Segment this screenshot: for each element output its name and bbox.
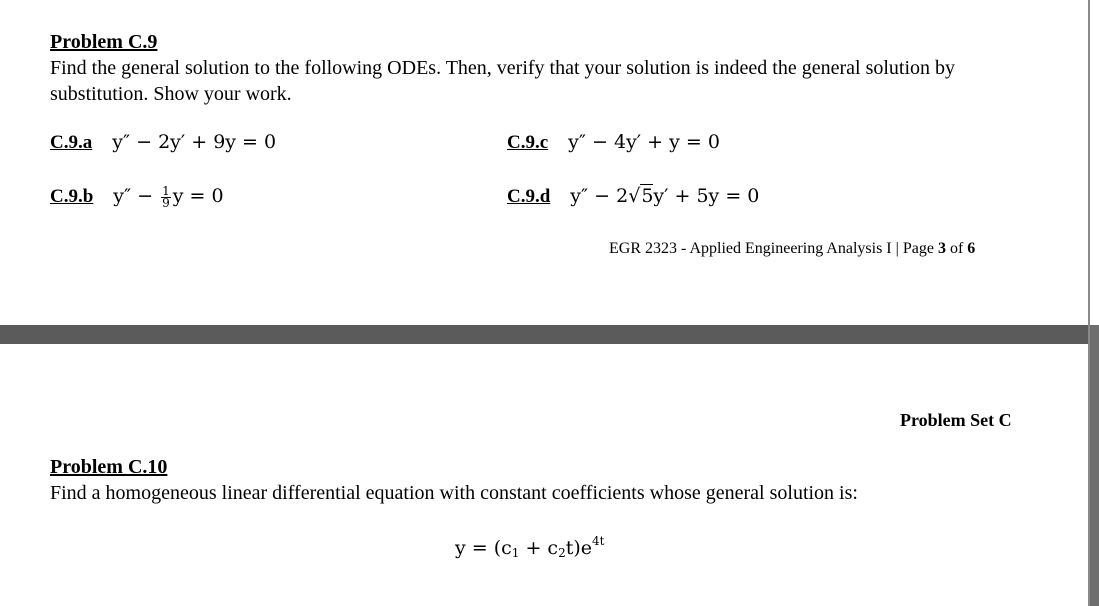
exponent: 4t [592, 534, 605, 548]
fraction [161, 183, 171, 210]
part-label: C.9.d [507, 186, 551, 207]
part-c9c [507, 131, 720, 154]
problem-title-c9: Problem C.9 [50, 31, 158, 53]
fraction-numerator: 1 [162, 183, 170, 198]
equation-post: y′ + 5y = 0 [653, 185, 760, 207]
equation-lhs: y″ − [113, 185, 160, 207]
problem-instructions-c9-line2: substitution. Show your work. [50, 83, 292, 105]
problem-instructions-c9: Find the general solution to the following ODEs. Then, verify that your solution is indeed the general solution by [50, 57, 956, 79]
footer-of: of [945, 240, 968, 257]
solution-lhs: y = (c [455, 537, 512, 559]
part-label: C.9.c [507, 132, 549, 153]
equation: y″ − 2y′ + 9y = 0 [112, 131, 277, 153]
equation [570, 185, 759, 207]
general-solution-equation [455, 534, 604, 560]
part-label: C.9.b [50, 186, 94, 207]
part-c9d [507, 185, 759, 208]
part-label: C.9.a [50, 132, 93, 153]
part-c9a [50, 131, 276, 154]
solution-tail: t)e [565, 537, 593, 559]
problem-set-label: Problem Set C [900, 410, 1012, 430]
part-c9b [50, 185, 224, 209]
footer-page-number: 3 [937, 240, 946, 257]
footer-page-total: 6 [967, 240, 976, 257]
radicand: 5 [641, 185, 654, 207]
problem-title-c10: Problem C.10 [50, 456, 168, 478]
solution-mid: + c [519, 537, 559, 559]
footer-course: EGR 2323 - Applied Engineering Analysis I | Page [609, 240, 938, 257]
page-separator [0, 325, 1099, 344]
equation-pre: y″ − 2√ [570, 185, 641, 207]
page-footer [609, 240, 975, 258]
fraction-denominator: 9 [162, 195, 170, 210]
equation: y″ − 4y′ + y = 0 [568, 131, 720, 153]
subscript-1: 1 [511, 546, 520, 560]
document-page-bottom [0, 344, 1088, 606]
problem-instructions-c10: Find a homogeneous linear differential equation with constant coefficients whose general solution is: [50, 482, 858, 504]
viewer-scroll-edge [1088, 0, 1090, 606]
equation-rhs: y = 0 [172, 185, 224, 207]
subscript-2: 2 [558, 546, 566, 560]
equation [113, 183, 224, 210]
